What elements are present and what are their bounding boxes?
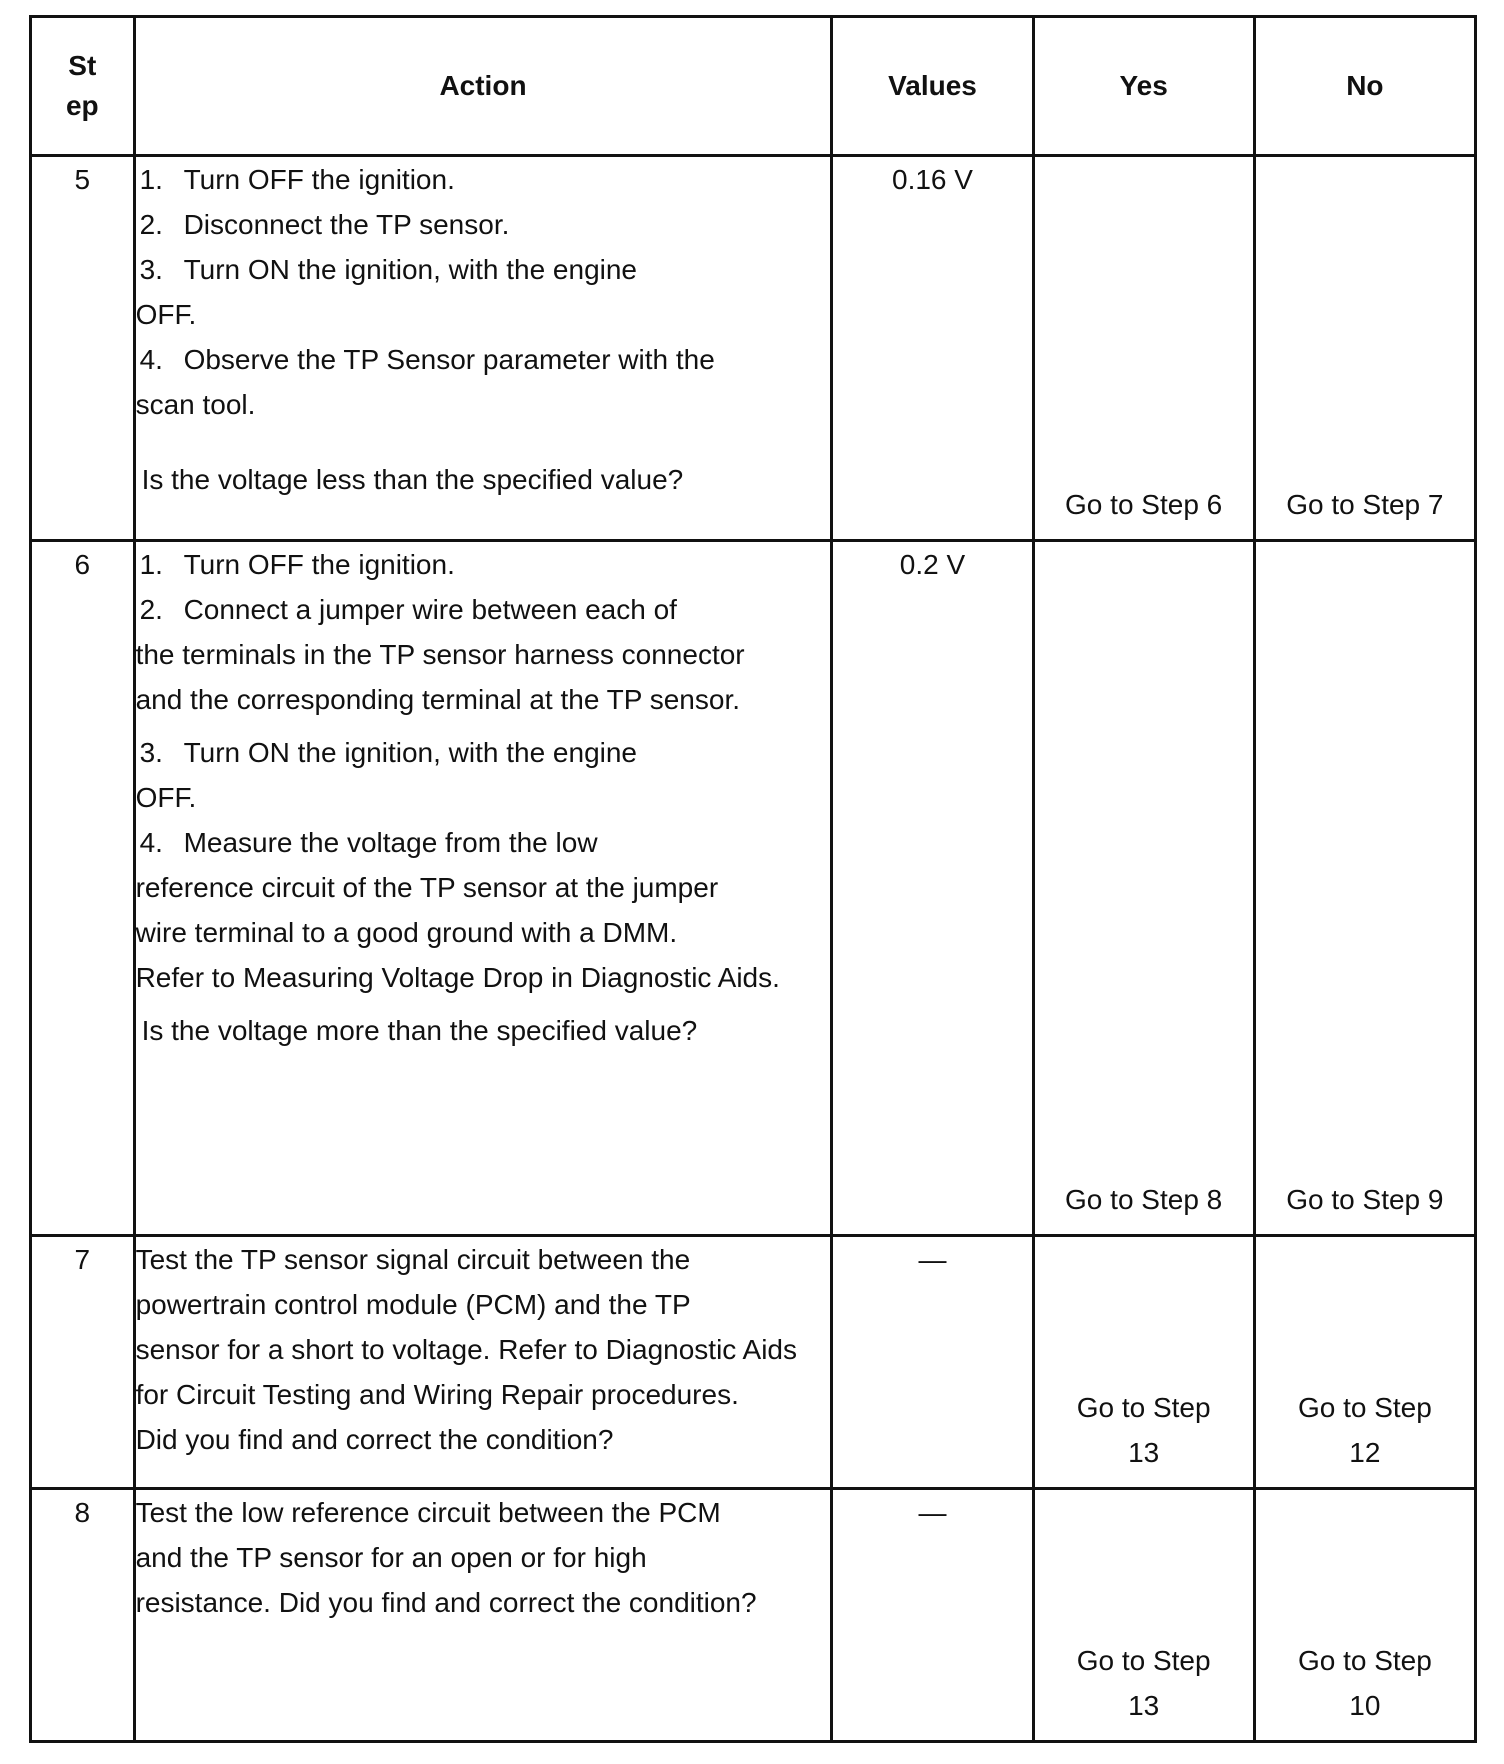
action-cell	[134, 156, 832, 541]
action-line: 1. Turn OFF the ignition.	[139, 164, 455, 195]
no-cell	[1254, 156, 1475, 541]
header-values: Values	[832, 17, 1033, 156]
action-line: 1. Turn OFF the ignition.	[139, 549, 455, 580]
action-line: Test the TP sensor signal circuit between the	[135, 1244, 691, 1275]
action-line: powertrain control module (PCM) and the TP	[135, 1289, 691, 1320]
action-line: resistance. Did you find and correct the condition?	[135, 1587, 757, 1618]
action-line: for Circuit Testing and Wiring Repair procedures.	[135, 1379, 739, 1410]
step-number: 5	[31, 156, 135, 541]
goto-no: Go to Step 9	[1286, 1184, 1444, 1215]
action-line: OFF.	[135, 782, 197, 813]
yes-cell	[1033, 541, 1254, 1236]
goto-yes: Go to Step 13	[1076, 1392, 1211, 1468]
value-cell: 0.2 V	[832, 541, 1033, 1236]
goto-yes: Go to Step 8	[1065, 1184, 1223, 1215]
action-line: scan tool.	[135, 389, 256, 420]
table-header-row	[31, 17, 1476, 156]
value-cell: —	[832, 1489, 1033, 1742]
value-cell: 0.16 V	[832, 156, 1033, 541]
goto-yes: Go to Step 13	[1076, 1645, 1211, 1721]
no-cell	[1254, 1489, 1475, 1742]
action-line: the terminals in the TP sensor harness connector	[135, 639, 745, 670]
action-cell	[134, 1236, 832, 1489]
action-line: 2. Connect a jumper wire between each of	[139, 594, 677, 625]
header-yes: Yes	[1033, 17, 1254, 156]
action-line: 3. Turn ON the ignition, with the engine	[139, 737, 638, 768]
table-row	[31, 1489, 1476, 1742]
table-row	[31, 541, 1476, 1236]
action-line: 2. Disconnect the TP sensor.	[139, 209, 510, 240]
action-line: Refer to Measuring Voltage Drop in Diagnostic Aids.	[135, 962, 780, 993]
no-cell	[1254, 541, 1475, 1236]
action-line: 4. Measure the voltage from the low	[139, 827, 598, 858]
action-cell	[134, 541, 832, 1236]
goto-no: Go to Step 12	[1297, 1392, 1432, 1468]
action-question: Is the voltage more than the specified value?	[141, 1015, 698, 1046]
action-line: and the corresponding terminal at the TP sensor.	[135, 684, 741, 715]
step-number: 6	[31, 541, 135, 1236]
action-line: Did you find and correct the condition?	[135, 1424, 614, 1455]
action-line: OFF.	[135, 299, 197, 330]
yes-cell	[1033, 156, 1254, 541]
action-line: reference circuit of the TP sensor at the jumper	[135, 872, 719, 903]
action-question: Is the voltage less than the specified value?	[141, 464, 684, 495]
no-cell	[1254, 1236, 1475, 1489]
yes-cell	[1033, 1236, 1254, 1489]
step-number: 8	[31, 1489, 135, 1742]
action-line: 4. Observe the TP Sensor parameter with the	[139, 344, 715, 375]
action-line: 3. Turn ON the ignition, with the engine	[139, 254, 638, 285]
step-number: 7	[31, 1236, 135, 1489]
diagnostic-table	[29, 15, 1477, 1743]
action-line: Test the low reference circuit between the PCM	[135, 1497, 721, 1528]
action-line: wire terminal to a good ground with a DMM.	[135, 917, 678, 948]
header-step: St ep	[31, 17, 135, 156]
goto-no: Go to Step 7	[1286, 489, 1444, 520]
header-action: Action	[134, 17, 832, 156]
action-line: sensor for a short to voltage. Refer to Diagnostic Aids	[135, 1334, 798, 1365]
table-row	[31, 1236, 1476, 1489]
action-line: and the TP sensor for an open or for high	[135, 1542, 647, 1573]
header-no: No	[1254, 17, 1475, 156]
value-cell: —	[832, 1236, 1033, 1489]
goto-no: Go to Step 10	[1297, 1645, 1432, 1721]
yes-cell	[1033, 1489, 1254, 1742]
goto-yes: Go to Step 6	[1065, 489, 1223, 520]
table-row	[31, 156, 1476, 541]
action-cell	[134, 1489, 832, 1742]
